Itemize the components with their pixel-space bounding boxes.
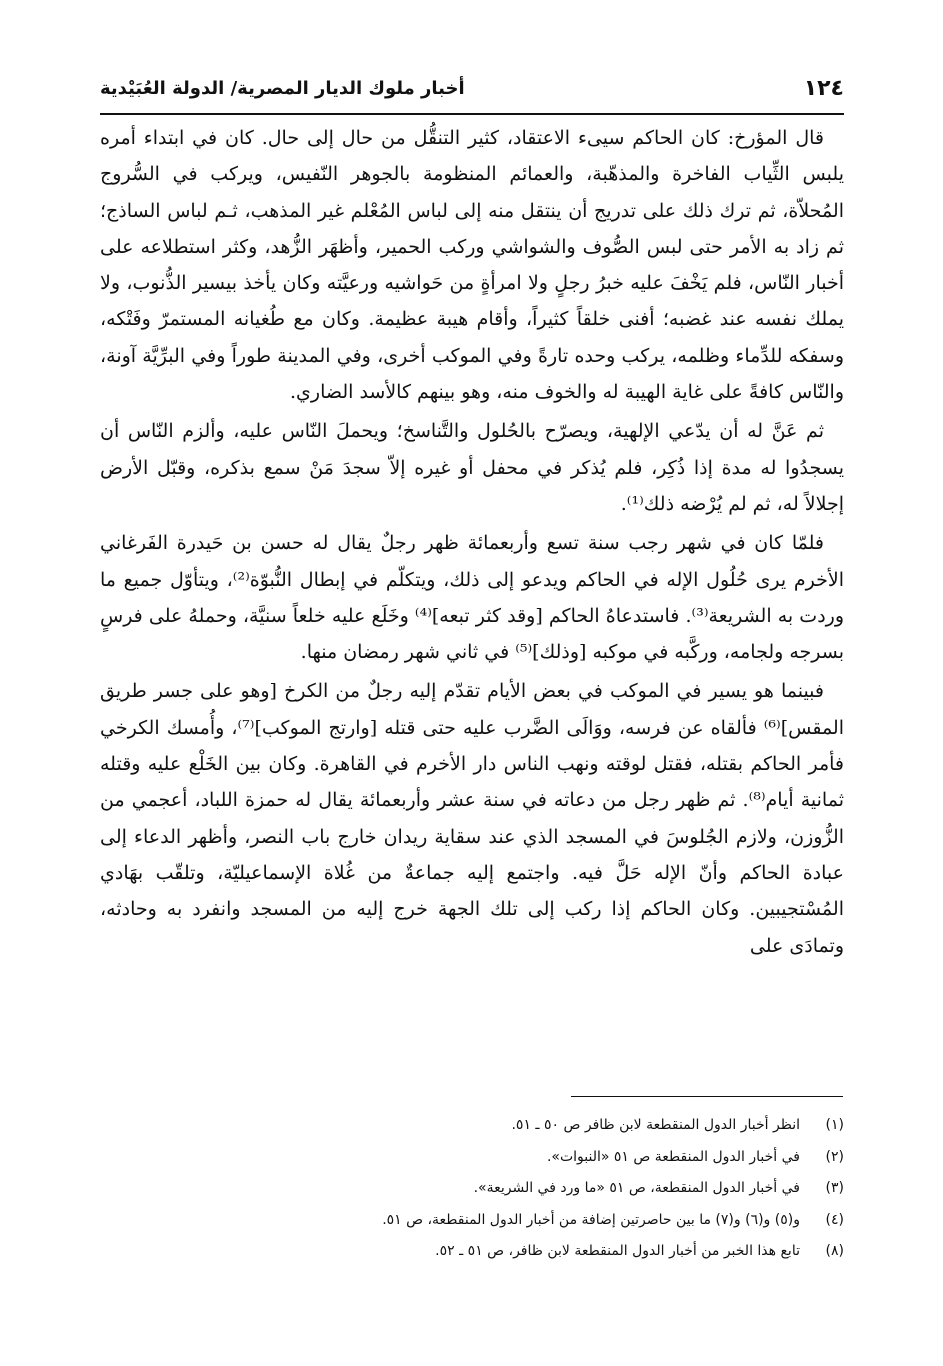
paragraph: فلمّا كان في شهر رجب سنة تسع وأربعمائة ظهر رجلٌ يقال له حسن بن حَيدرة الفَرغاني الأخرم يرى حُلُول الإله في الحاكم ويدعو إلى ذلك، ويتكلّم في إبطال النُّبوّة⁽²⁾، ويتأوّل جميع ما وردت به الشريعة⁽³⁾. فاستدعاهُ الحاكم [وقد كثر تبعه]⁽⁴⁾ وخَلَع عليه خلعاً سنيَّة، وحملهُ على فرسٍ بسرجه ولجامه، وركَّبه في موكبه [وذلك]⁽⁵⁾ في ثاني شهر رمضان منها. — [100, 532, 845, 664]
footnote-number: (٢) — [825, 1148, 844, 1165]
paragraph: فبينما هو يسير في الموكب في بعض الأيام تقدّم إليه رجلٌ من الكرخ [وهو على جسر طريق المقس]⁽⁶⁾ فألقاه عن فرسه، ووَالَى الضَّرب عليه حتى قتله [وارتج الموكب]⁽⁷⁾، وأُمسك الكرخي فأمر الحاكم بقتله، فقتل لوقته ونهب الناس دار الأخرم في القاهرة. وكان بين الخَلْع عليه وقتله ثمانية أيام⁽⁸⁾. ثم ظهر رجل من دعاته في سنة عشر وأربعمائة يقال له حمزة اللباد، أعجمي من الزُّوزن، ولازم الجُلوسَ في المسجد الذي عند سقاية ريدان خارج باب النصر، وأظهر الدعاء إلى عبادة الحاكم وأنّ الإله حَلَّ فيه. واجتمع إليه جماعةٌ من غُلاة الإسماعيليّة، وتلقّب بهَادي المُسْتجيبين. وكان الحاكم إذا ركب إلى تلك الجهة خرج إليه من المسجد وانفرد به وحادثه، وتمادَى على — [100, 680, 844, 957]
paragraph: ثم عَنَّ له أن يدّعي الإلهية، ويصرّح بالحُلول والتَّناسخ؛ ويحملَ النّاس عليه، وألزم النّاس أن يسجدُوا له مدة إذا ذُكِر، فلم يُذكر في محفل أو غيره إلاّ سجدَ مَنْ سمع بذكره، وقبّل الأرض إجلالاً له، ثم لم يُرْضه ذلك⁽¹⁾. — [100, 420, 844, 515]
footnote-text: انظر أخبار الدول المنقطعة لابن ظافر ص ٥٠ ـ ٥١. — [511, 1117, 800, 1133]
running-title: أخبار ملوك الديار المصرية/ الدولة العُبَيْدية — [100, 78, 465, 99]
footnote-text: في أخبار الدول المنقطعة ص ٥١ «النبوات». — [546, 1148, 800, 1165]
footnote-number: (١) — [825, 1117, 844, 1133]
footnote-number: (٨) — [825, 1243, 844, 1259]
footnote-number: (٣) — [825, 1180, 844, 1196]
footnote — [100, 1236, 844, 1268]
main-text — [100, 120, 844, 967]
footnote — [100, 1173, 844, 1205]
footnotes-rule — [571, 1096, 843, 1097]
footnote-text: في أخبار الدول المنقطعة، ص ٥١ «ما ورد في الشريعة». — [473, 1180, 800, 1196]
footnote — [100, 1205, 844, 1237]
footnotes — [100, 1110, 844, 1268]
footnote-text: تابع هذا الخبر من أخبار الدول المنقطعة لابن ظافر، ص ٥١ ـ ٥٢. — [435, 1243, 800, 1259]
footnote-text: و(٥) و(٦) و(٧) ما بين حاصرتين إضافة من أخبار الدول المنقطعة، ص ٥١. — [382, 1211, 800, 1228]
paragraph: قال المؤرخ: كان الحاكم سيىء الاعتقاد، كثير التنقُّل من حال إلى حال. كان في ابتداء أمره يلبس الثِّياب الفاخرة والمذهّبة، والعمائم المنظومة بالجوهر النّفيس، ويركب في السُّروج المُحلاّة، ثم ترك ذلك على تدريج أن ينتقل منه إلى لباس المُعْلم غير المذهب، ثـم لباس الساذج؛ ثم زاد به الأمر حتى لبس الصُّوف والشواشي وركب الحمير، وأظهَر الزُّهد، وكثر استطلاعه على أخبار النّاس، فلم يَخْفَ عليه خبرُ رجلٍ ولا امرأةٍ من حَواشيه ورعيَّته وكان يأخذ بيسير الذُّنوب، ولا يملك نفسه عند غضبه؛ أفنى خلقاً كثيراً، وأقام هيبة عظيمة. وكان مع طُغيانه المستمرّ وفَتْكه، وسفكه للدِّماء وظلمه، يركب وحده تارةً وفي الموكب أخرى، وفي المدينة طوراً وفي البرِّيَّة آونة، والنّاس كافةً على غاية الهيبة له والخوف منه، وهو بينهم كالأسد الضاري. — [100, 127, 844, 404]
footnote-number: (٤) — [825, 1211, 844, 1228]
page-number: ١٢٤ — [803, 76, 844, 101]
footnote — [100, 1110, 844, 1142]
header-rule — [100, 113, 844, 115]
page-header — [100, 74, 844, 110]
footnote — [100, 1142, 844, 1174]
